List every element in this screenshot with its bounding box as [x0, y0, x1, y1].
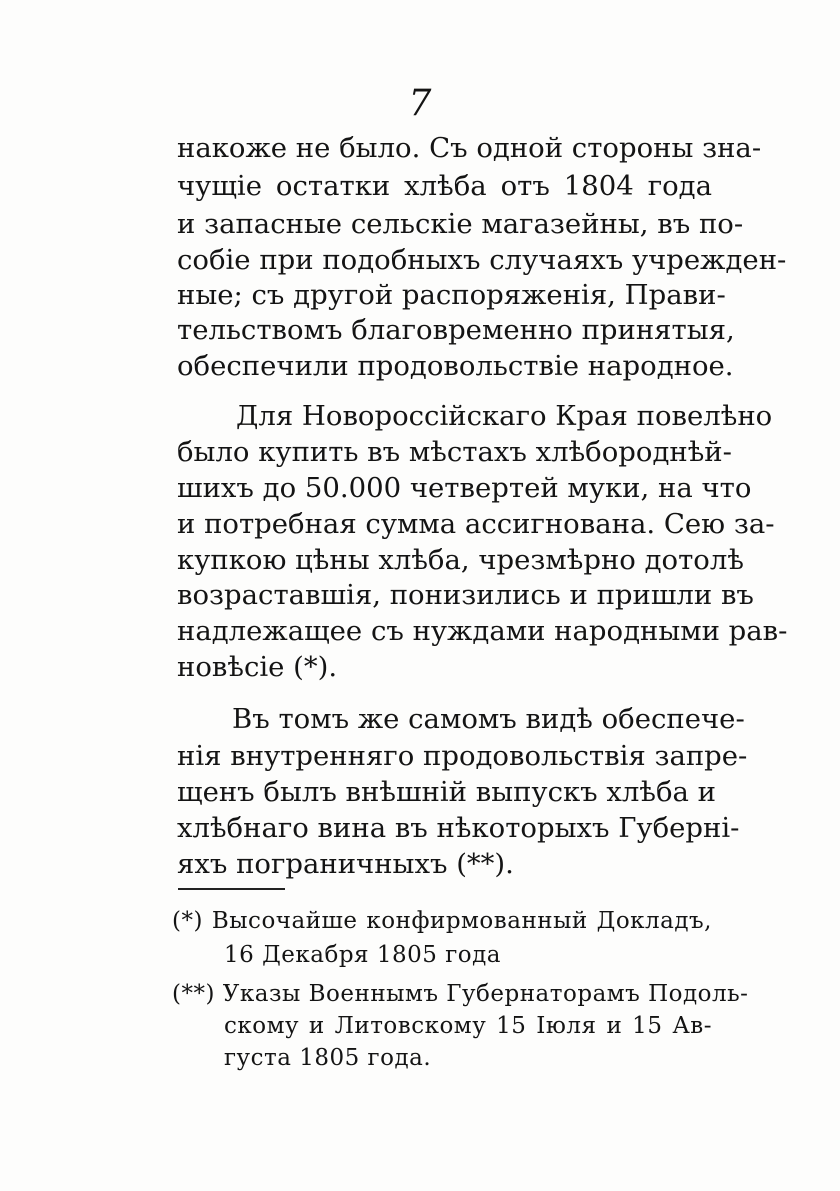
paragraph-1-line-4: собіе при подобныхъ случаяхъ учрежден-: [177, 244, 787, 276]
footnote-2-line-3: густа 1805 года.: [224, 1045, 432, 1071]
page-number: 7: [408, 83, 432, 124]
paragraph-3-line-5: яхъ пограничныхъ (**).: [177, 848, 514, 880]
footnote-1-line-1: (*) Высочайше конфирмованный Докладъ,: [172, 908, 712, 934]
paragraph-2-line-2: было купить въ мѣстахъ хлѣбороднѣй-: [177, 436, 732, 468]
paragraph-2-line-6: возраставшія, понизились и пришли въ: [177, 579, 754, 611]
footnote-2-line-2: скому и Литовскому 15 Іюля и 15 Ав-: [224, 1013, 712, 1039]
paragraph-2-line-7: надлежащее съ нуждами народными рав-: [177, 615, 788, 647]
paragraph-1-line-6: тельствомъ благовременно принятыя,: [177, 314, 735, 346]
paragraph-2-line-4: и потребная сумма ассигнована. Сею за-: [177, 508, 775, 540]
paragraph-1-line-2: чущіе остатки хлѣба отъ 1804 года: [177, 170, 712, 202]
paragraph-1-line-1: накоже не было. Съ одной стороны зна-: [177, 132, 762, 164]
paragraph-2-line-1: Для Новороссійскаго Края повелѣно: [236, 400, 773, 432]
footnote-1-line-2: 16 Декабря 1805 года: [224, 942, 501, 968]
footnote-separator: [178, 888, 285, 890]
paragraph-3-line-4: хлѣбнаго вина въ нѣкоторыхъ Губерні-: [177, 812, 740, 844]
paragraph-1-line-3: и запасные сельскіе магазейны, въ по-: [177, 208, 744, 240]
paragraph-3-line-1: Въ томъ же самомъ видѣ обеспече-: [232, 703, 745, 735]
paragraph-2-line-5: купкою цѣны хлѣба, чрезмѣрно дотолѣ: [177, 544, 744, 576]
paragraph-3-line-2: нія внутренняго продовольствія запре-: [177, 740, 748, 772]
footnote-2-line-1: (**) Указы Военнымъ Губернаторамъ Подоль-: [172, 981, 749, 1007]
paragraph-3-line-3: щенъ былъ внѣшній выпускъ хлѣба и: [177, 776, 717, 808]
paragraph-1-line-7: обеспечили продовольствіе народное.: [177, 350, 734, 382]
paragraph-1-line-5: ные; съ другой распоряженія, Прави-: [177, 279, 726, 311]
paragraph-2-line-8: новѣсіе (*).: [177, 651, 338, 683]
paragraph-2-line-3: шихъ до 50.000 четвертей муки, на что: [177, 472, 752, 504]
